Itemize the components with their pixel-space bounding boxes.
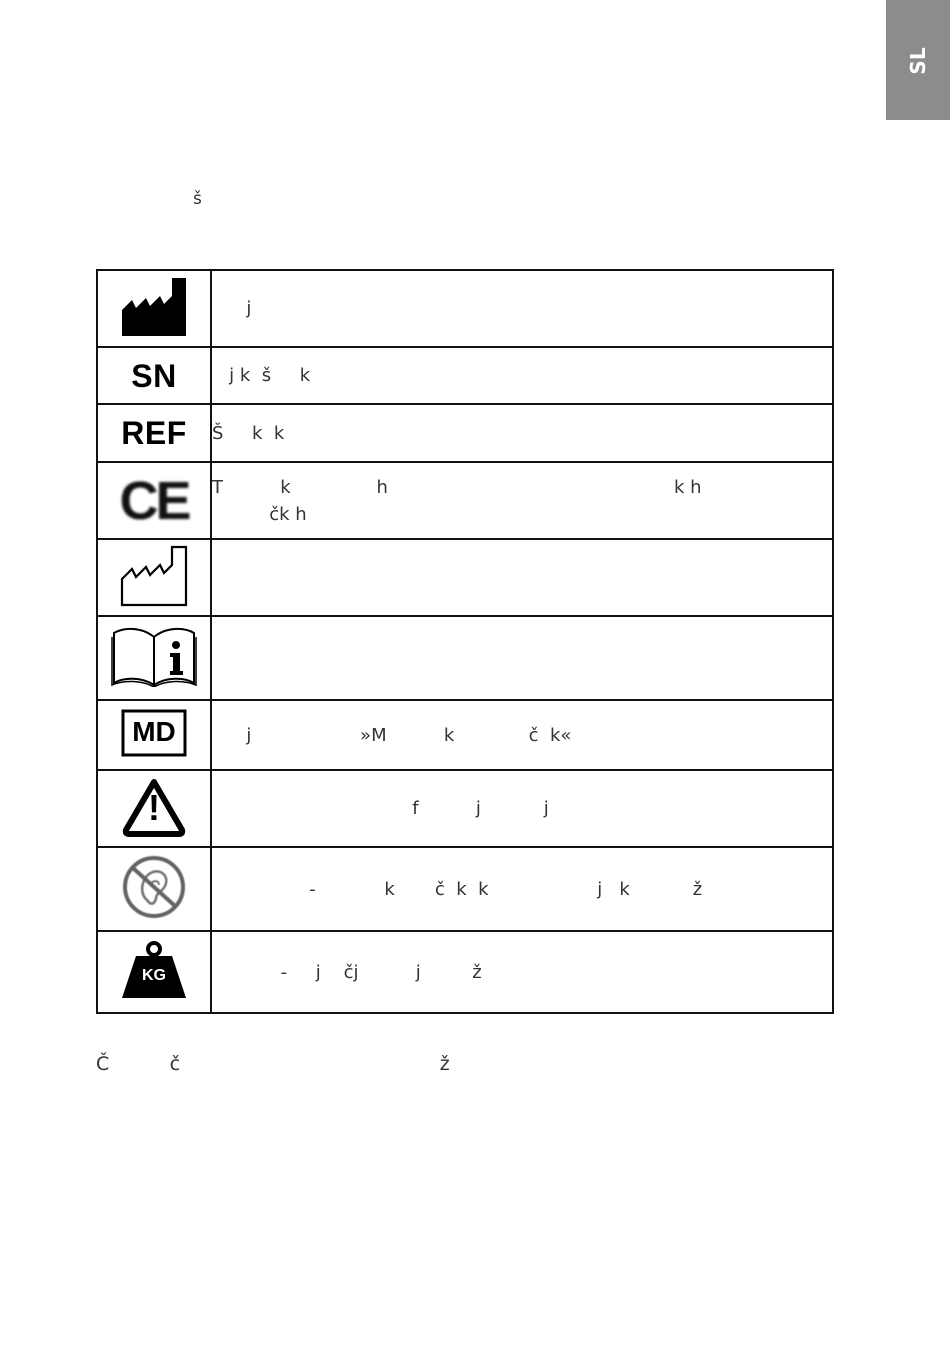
intro-text: š xyxy=(166,189,202,209)
table-row xyxy=(97,539,833,616)
warning-icon xyxy=(121,776,187,838)
language-tab xyxy=(886,0,950,120)
table-row xyxy=(97,404,833,462)
row-description: T k h k h čk h xyxy=(211,462,833,539)
medical-device-icon xyxy=(121,709,187,757)
no-hearing-aid-icon xyxy=(121,854,187,920)
row-description: - k č k k j k ž xyxy=(211,847,833,931)
row-description: j »M k č k« xyxy=(211,700,833,770)
table-row xyxy=(97,347,833,404)
consult-instructions-icon xyxy=(110,625,198,687)
warning-exclamation: ! xyxy=(148,786,160,828)
row-description: j k š k xyxy=(211,347,833,404)
table-row xyxy=(97,770,833,847)
weight-kg-label: KG xyxy=(142,967,166,984)
weight-kg-icon xyxy=(120,940,188,1000)
table-row xyxy=(97,462,833,539)
row-description: f j j xyxy=(211,770,833,847)
symbols-table xyxy=(96,269,834,1014)
row-description: Š k k xyxy=(211,404,833,462)
table-row xyxy=(97,847,833,931)
footer-text: Č č ž xyxy=(96,1053,450,1075)
date-of-manufacture-icon xyxy=(120,545,188,607)
table-row xyxy=(97,700,833,770)
table-row xyxy=(97,931,833,1013)
language-code: SL xyxy=(906,47,930,75)
row-description: - j čj j ž xyxy=(211,931,833,1013)
medical-device-label: MD xyxy=(132,716,176,747)
ce-mark-icon: CE xyxy=(119,470,189,531)
row-description: j xyxy=(211,270,833,347)
serial-number-icon: SN xyxy=(131,357,177,394)
table-row xyxy=(97,270,833,347)
manufacturer-icon xyxy=(122,278,186,336)
row-description xyxy=(211,539,833,616)
table-row xyxy=(97,616,833,700)
catalogue-number-icon: REF xyxy=(121,415,187,451)
row-description xyxy=(211,616,833,700)
